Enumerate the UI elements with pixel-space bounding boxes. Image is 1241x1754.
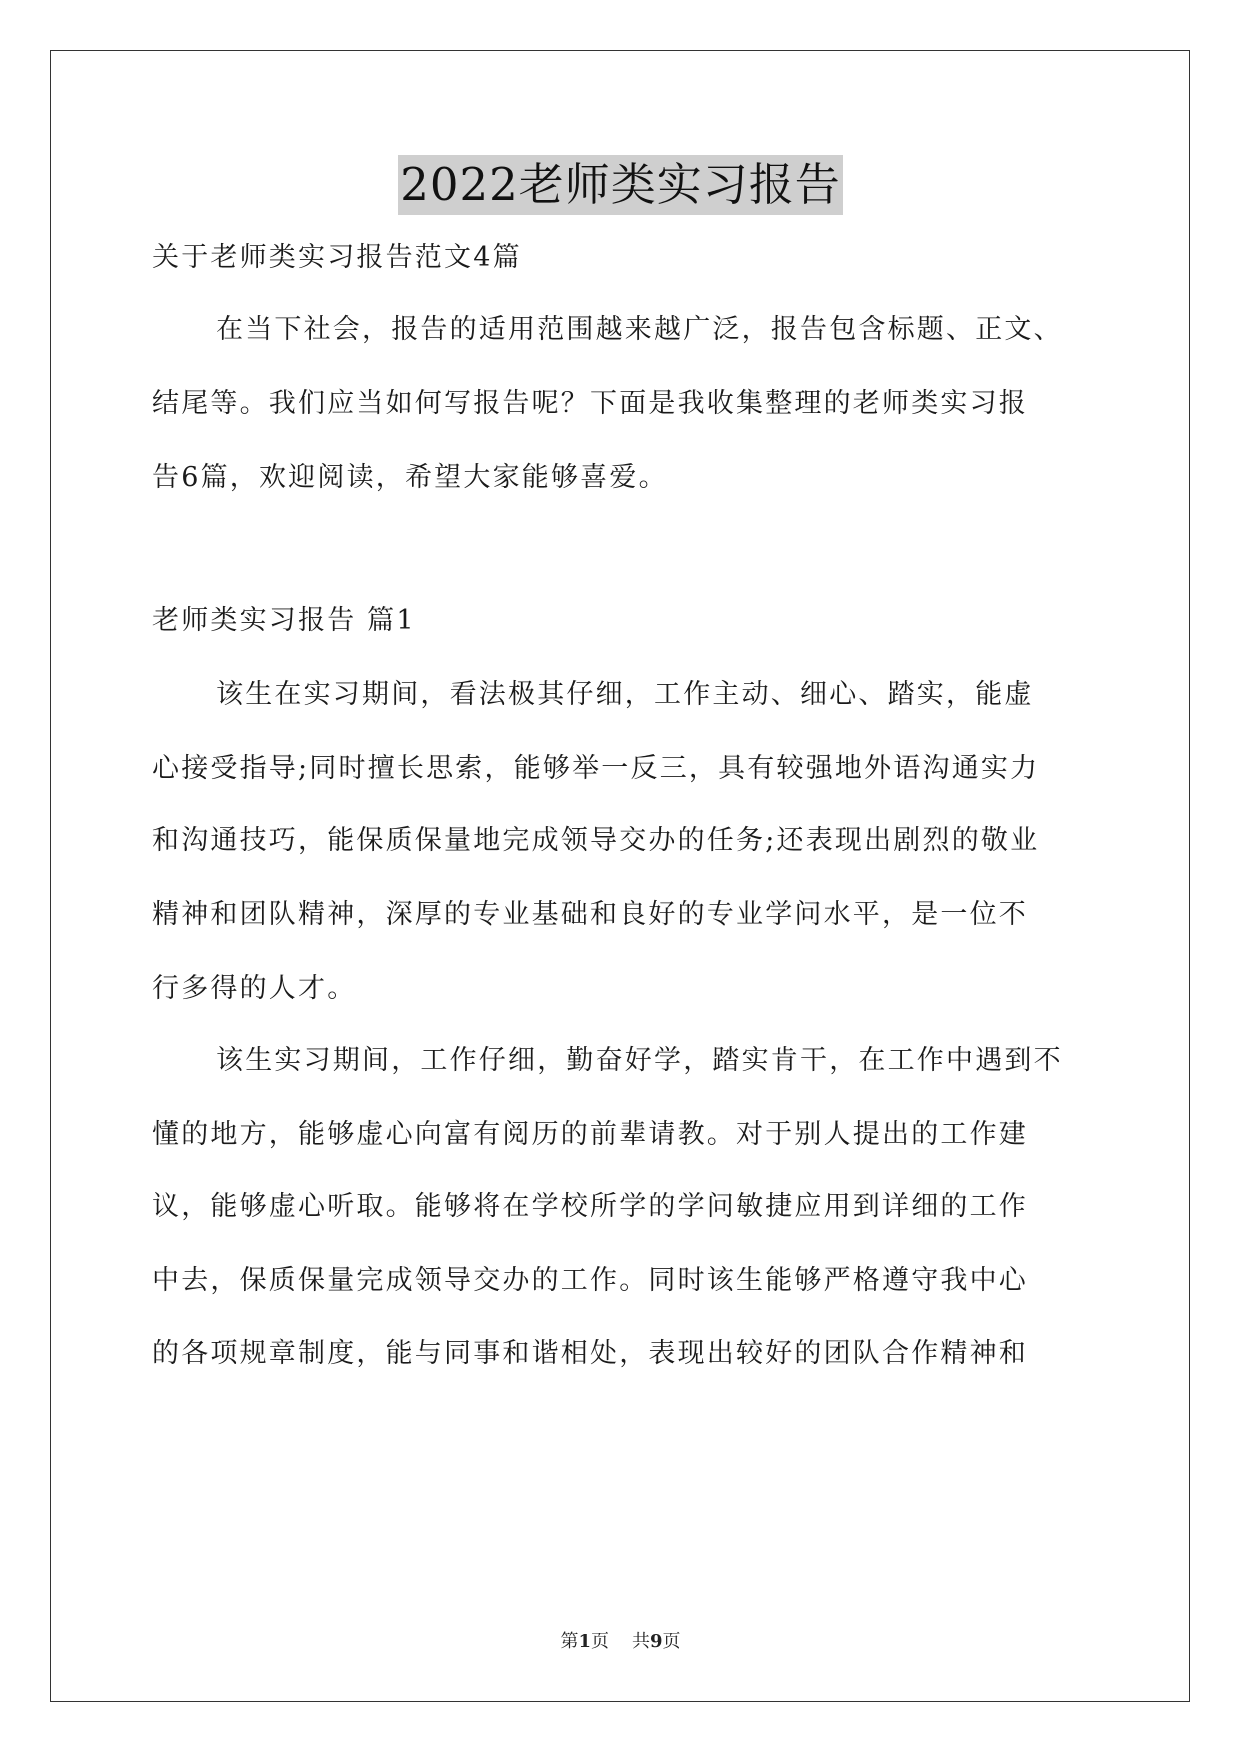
paragraph1-line: 行多得的人才。 [152, 973, 357, 1004]
paragraph2-line: 中去，保质保量完成领导交办的工作。同时该生能够严格遵守我中心 [152, 1265, 1028, 1296]
intro-line: 在当下社会，报告的适用范围越来越广泛，报告包含标题、正文、 [216, 314, 1063, 345]
paragraph1-line: 该生在实习期间，看法极其仔细，工作主动、细心、踏实，能虚 [216, 679, 1034, 710]
paragraph1-line: 精神和团队精神，深厚的专业基础和良好的专业学问水平，是一位不 [152, 899, 1028, 930]
paragraph2-line: 议，能够虚心听取。能够将在学校所学的学问敏捷应用到详细的工作 [152, 1191, 1028, 1222]
total-prefix: 共 [631, 1631, 650, 1652]
page-prefix: 第 [560, 1631, 579, 1652]
total-suffix: 页 [662, 1631, 681, 1652]
page-suffix: 页 [591, 1631, 610, 1652]
paragraph2-line: 该生实习期间，工作仔细，勤奋好学，踏实肯干，在工作中遇到不 [216, 1045, 1063, 1076]
paragraph2-line: 的各项规章制度，能与同事和谐相处，表现出较好的团队合作精神和 [152, 1338, 1028, 1369]
current-page-number: 1 [578, 1631, 592, 1652]
paragraph2-line: 懂的地方，能够虚心向富有阅历的前辈请教。对于别人提出的工作建 [152, 1119, 1028, 1150]
paragraph1-line: 和沟通技巧，能保质保量地完成领导交办的任务;还表现出剧烈的敬业 [152, 825, 1040, 856]
page-footer [0, 1630, 1241, 1654]
section-heading: 老师类实习报告 篇1 [152, 605, 416, 636]
intro-line: 结尾等。我们应当如何写报告呢？下面是我收集整理的老师类实习报 [152, 388, 1028, 419]
title-container [0, 155, 1241, 215]
intro-line: 告6篇，欢迎阅读，希望大家能够喜爱。 [152, 462, 668, 493]
page-border [50, 50, 1190, 1702]
total-page-number: 9 [649, 1631, 663, 1652]
document-title: 2022老师类实习报告 [398, 155, 843, 215]
document-subtitle: 关于老师类实习报告范文4篇 [152, 242, 522, 273]
paragraph1-line: 心接受指导;同时擅长思索，能够举一反三，具有较强地外语沟通实力 [152, 753, 1040, 784]
